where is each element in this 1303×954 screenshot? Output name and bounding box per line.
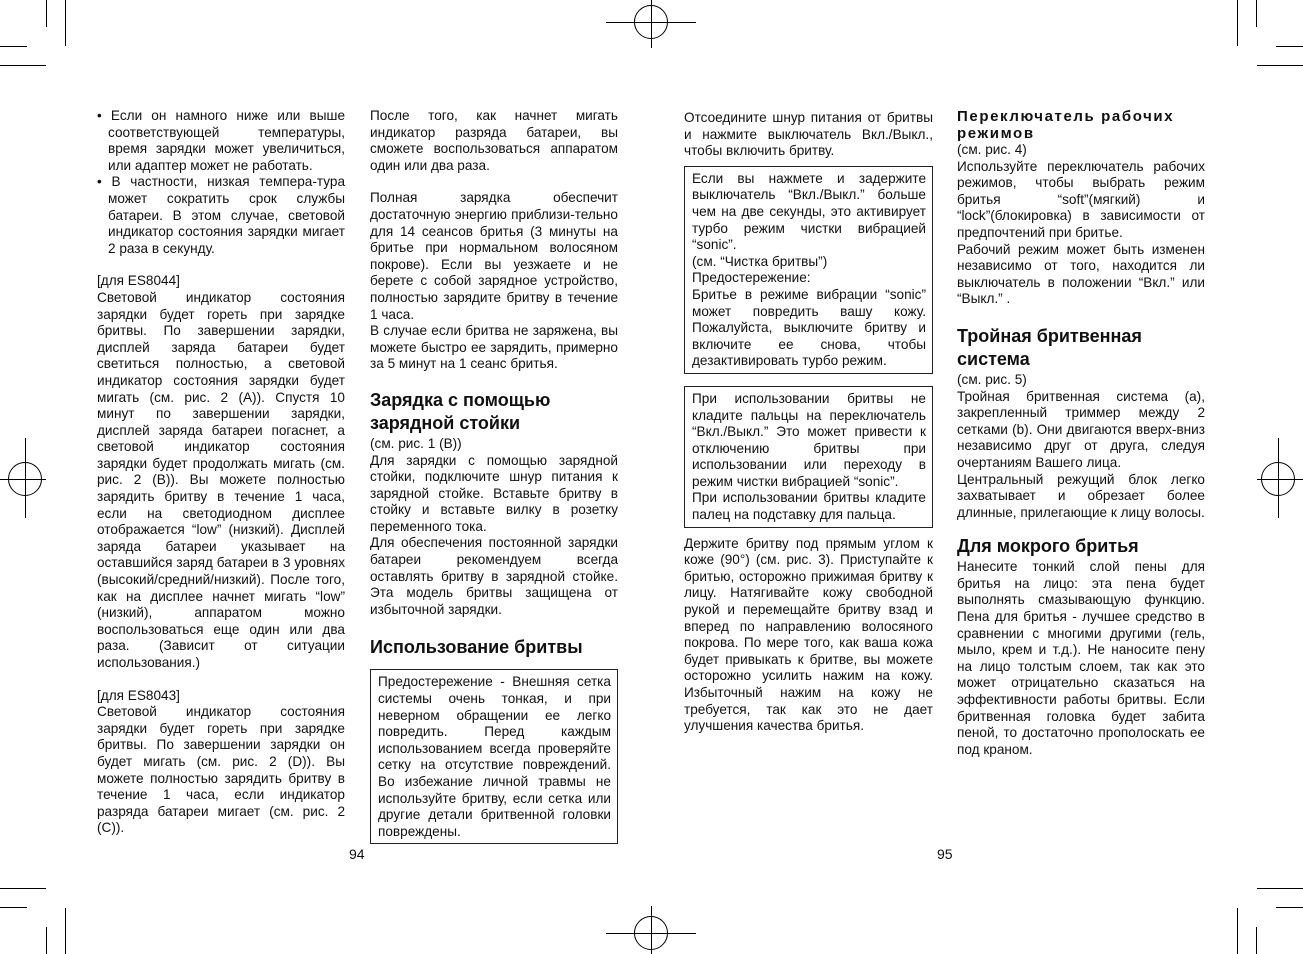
paragraph: Отсоедините шнур питания от бритвы и нажмите выключатель Вкл./Выкл., чтобы включить бритву. bbox=[684, 110, 933, 159]
finger-placement-note-box bbox=[684, 386, 933, 528]
bullet-text: В частности, низкая темпера-тура может сократить срок службы батареи. В этом случае, световой индикатор состояния зарядки мигает 2 раза в секунду. bbox=[108, 174, 345, 256]
right-page-column-3 bbox=[684, 110, 933, 735]
box-text: (см. “Чистка бритвы”) bbox=[692, 253, 828, 269]
paragraph: Тройная бритвенная система (а), закрепленный триммер между 2 сетками (b). Они двигаются вверх-вниз независимо друг от друга, следуя очертаниям Вашего лица. bbox=[957, 388, 1205, 470]
section-heading-triple-system: Тройная бритвенная система bbox=[957, 325, 1142, 369]
box-text: При использовании бритвы кладите палец на подставку для пальца. bbox=[692, 490, 926, 523]
bullet-item: • Если он намного ниже или выше соответствующей температуры, время зарядки может увеличиться, или адаптер может не работать. bbox=[97, 108, 346, 173]
caution-box bbox=[370, 669, 618, 844]
bullet-item: • В частности, низкая темпера-тура может сократить срок службы батареи. В этом случае, световой индикатор состояния зарядки мигает 2 раза в секунду. bbox=[97, 174, 345, 256]
figure-reference: (см. рис. 1 (B)) bbox=[370, 435, 462, 451]
es8044-text: Световой индикатор состояния зарядки будет гореть при зарядке бритвы. По завершении зарядки, дисплей заряда батареи будет светиться полностью, а световой индикатор состояния зарядки будет мигать (см. рис. 2 (A)). Спустя 10 минут по завершении зарядки, дисплей заряда батареи погаснет, а световой индикатор состояния зарядки будет продолжать мигать (см. рис. 2 (B)). Вы можете полностью зарядить бритву в течение 1 часа, если на светодиодном дисплее отображается “low” (низкий). Дисплей заряда батареи указывает на оставшийся заряд батареи в 3 уровнях (высокий/средний/низкий). После того, как на дисплее начнет мигать “low” (низкий), аппаратом можно воспользоваться еще один или два раза. (Зависит от ситуации использования.) bbox=[97, 289, 345, 670]
box-text: Бритье в режиме вибрации “sonic” может повредить вашу кожу. Пожалуйста, выключите бритву и включите ее снова, чтобы дезактивировать турбо режим. bbox=[692, 286, 926, 369]
section-heading-using-shaver: Использование бритвы bbox=[370, 637, 583, 658]
box-text: Если вы нажмете и задержите выключатель “Вкл./Выкл.” больше чем на две секунды, это активирует турбо режим чистки вибрацией “sonic”. bbox=[692, 170, 926, 253]
figure-reference: (см. рис. 5) bbox=[957, 371, 1027, 387]
bullet-text: Если он намного ниже или выше соответствующей температуры, время зарядки может увеличиться, или адаптер может не работать. bbox=[108, 108, 346, 173]
figure-reference: (см. рис. 4) bbox=[957, 142, 1027, 157]
caution-text: Предостережение - Внешняя сетка системы очень тонкая, и при неверном обращении ее легко повредить. Перед каждым использованием всегда проверяйте сетку на отсутствие повреждений. Во избежание личной травмы не используйте бритву, если сетка или другие детали бритвенной головки повреждены. bbox=[378, 674, 611, 839]
page-number-left: 94 bbox=[349, 846, 365, 862]
paragraph: Полная зарядка обеспечит достаточную энергию приблизи-тельно для 14 сеансов бритья (3 минуты на бритье при нормальном волосяном покрове). Если вы уезжаете и не берете с собой зарядное устройство, полностью зарядите бритву в течение 1 часа. bbox=[370, 190, 618, 322]
left-page-column-1 bbox=[97, 108, 345, 837]
paragraph: Держите бритву под прямым углом к коже (90°) (см. рис. 3). Приступайте к бритью, осторожно прижимая бритву к лицу. Натягивайте кожу свободной рукой и перемещайте бритву взад и вперед по направлению волосяного покрова. По мере того, как ваша кожа будет привыкать к бритве, вы можете осторожно усилить нажим на кожу. Избыточный нажим на кожу не требуется, так как это не дает улучшения качества бритья. bbox=[684, 535, 933, 734]
es8043-label: [для ES8043] bbox=[97, 687, 180, 703]
section-heading-wet-shaving: Для мокрого бритья bbox=[957, 536, 1139, 557]
paragraph: Центральный режущий блок легко захватывает и обрезает более длинные, прилегающие к лицу волосы. bbox=[957, 471, 1205, 520]
box-text: Предостережение: bbox=[692, 270, 811, 286]
box-text: При использовании бритвы не кладите пальцы на переключатель “Вкл./Выкл.” Это может привести к отключению бритвы при использовании или переходу в режим чистки вибрацией “sonic”. bbox=[692, 390, 926, 489]
turbo-mode-note-box bbox=[684, 166, 933, 374]
right-page-column-4 bbox=[957, 108, 1205, 758]
paragraph: Рабочий режим может быть изменен независимо от того, находится ли выключатель в положении “Вкл.” или “Выкл.” . bbox=[957, 241, 1205, 307]
paragraph: После того, как начнет мигать индикатор разряда батареи, вы сможете воспользоваться аппаратом один или два раза. bbox=[370, 108, 618, 173]
paragraph: Нанесите тонкий слой пены для бритья на лицо: эта пена будет выполнять смазывающую функцию. Пена для бритья - лучшее средство в сравнении с многими другими (гель, мыло, крем и т.д.). Не наносите пену на лицо толстым слоем, так как это может отрицательно сказаться на эффективности работы бритвы. Если бритвенная головка будет забита пеной, то достаточно прополоскать ее под краном. bbox=[957, 559, 1205, 757]
section-heading-mode-switch: Переключатель рабочих режимов bbox=[957, 108, 1175, 142]
es8044-label: [для ES8044] bbox=[97, 273, 180, 289]
section-heading-charging-stand: Зарядка с помощью зарядной стойки bbox=[370, 389, 551, 433]
page-number-right: 95 bbox=[937, 846, 953, 862]
left-page-column-2 bbox=[370, 108, 618, 844]
paragraph: Используйте переключатель рабочих режимов, чтобы выбрать режим бритья “soft”(мягкий) и “lock”(блокировка) в зависимости от предпочтений при бритье. bbox=[957, 158, 1205, 240]
es8043-text: Световой индикатор состояния зарядки будет гореть при зарядке бритвы. По завершении зарядки он будет мигать (см. рис. 2 (D)). Вы можете полностью зарядить бритву в течение 1 часа, если индикатор разряда батареи мигает (см. рис. 2 (C)). bbox=[97, 704, 345, 836]
paragraph: Для обеспечения постоянной зарядки батареи рекомендуем всегда оставлять бритву в зарядной стойке. Эта модель бритвы защищена от избыточной зарядки. bbox=[370, 535, 618, 617]
paragraph: Для зарядки с помощью зарядной стойки, подключите шнур питания к зарядной стойке. Вставьте бритву в стойку и вставьте вилку в розетку переменного тока. bbox=[370, 452, 618, 534]
paragraph: В случае если бритва не заряжена, вы можете быстро ее зарядить, примерно за 5 минут на 1 сеанс бритья. bbox=[370, 323, 618, 372]
